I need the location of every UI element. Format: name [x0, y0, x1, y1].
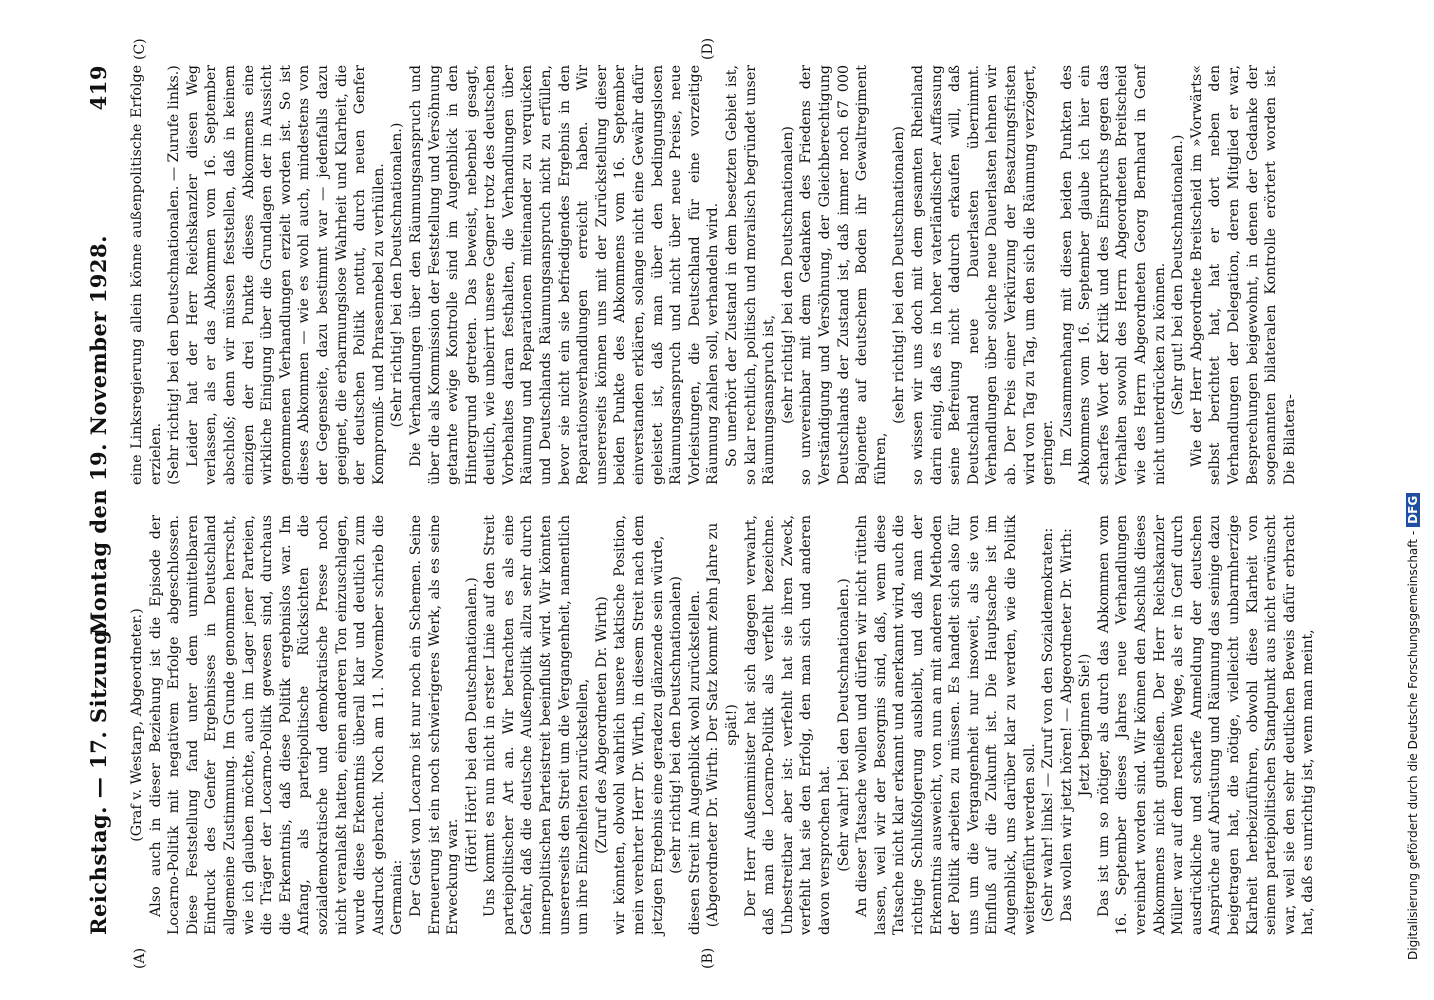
paragraph: Die Verhandlungen über den Räumungsanspruch und über die als Kommission der Feststellung und Versöhnung getarnte ewige Kontrolle sind im Augenblick in den Hintergrund getreten. Das beweist, nebenbei gesagt, deutlich, wie unbeirrt unsere Gegner trotz des deutschen Vorbehaltes daran festhalten, die Verhandlungen über Räumung und Reparationen miteinander zu verquicken und Deutschlands Räumungsanspruch nicht zu erfüllen, bevor sie nicht ein sie befriedigendes Ergebnis in den Reparationsverhandlungen erreicht haben. Wir unsererseits können uns mit der Zurückstellung dieser beiden Punkte des Abkommens vom 16. September einverstanden erklären, solange nicht eine Gewähr dafür geleistet ist, daß man über den bedingungslosen Räumungsanspruch und nicht über neue Preise, neue Vorleistungen, die Deutschland für eine vorzeitige Räumung zahlen soll, verhandeln wird. — [407, 65, 722, 485]
paragraph: An dieser Tatsache wollen und dürfen wir nicht rütteln lassen, weil wir der Besorgnis sind, daß, wenn diese Tatsache nicht klar erkannt und anerkannt wird, auch die richtige Schlußfolgerung ausbleibt, und daß man der Erkenntnis ausweicht, von nun an mit anderen Methoden der Politik arbeiten zu müssen. Es handelt sich also für uns um die Vergangenheit nur insoweit, als sie von Einfluß auf die Zukunft ist. Die Hauptsache ist im Augenblick, uns darüber klar zu werden, wie die Politik weitergeführt werden soll. — [854, 515, 1038, 935]
text-column-right — [128, 65, 1299, 485]
header-session: Reichstag. — 17. Sitzung. — [86, 621, 111, 935]
interjection: (Sehr wahr! links! — Zuruf von den Sozialdemokraten: Das wollen wir jetzt hören! — Abgeordneter Dr. Wirth: Jetzt beginnen Sie!) — [1040, 527, 1094, 923]
margin-marker-c: (C) — [132, 38, 148, 60]
paragraph: So unerhört der Zustand in dem besetzten Gebiet ist, so klar rechtlich, politisch und moralisch begründet unser Räumungsanspruch ist, — [724, 65, 778, 485]
interjection: (Sehr richtig! bei den Deutschnationalen.) — [389, 122, 406, 428]
interjection: (Graf v. Westarp, Abgeordneter.) — [129, 608, 145, 842]
rotated-page — [80, 37, 1380, 969]
funding-text: Digitalisierung gefördert durch die Deutsche Forschungsgemeinschaft - — [1406, 530, 1420, 960]
paragraph: Das ist um so nötiger, als durch das Abkommen vom 16. September dieses Jahres neue Verhandlungen vereinbart worden sind. Wir können den Abschluß dieses Abkommens nicht gutheißen. Der Herr Reichskanzler Müller war auf dem rechten Wege, als er in Genf durch ausdrückliche und scharfe Anmeldung der deutschen Ansprüche auf Abrüstung und Räumung das seinige dazu beigetragen hat, die nötige, vielleicht unbarmherzige Klarheit herbeizuführen, obwohl diese Klarheit von seinem parteipolitischen Standpunkt aus nicht erwünscht war, weil sie den sehr deutlichen Beweis dafür erbracht hat, daß es unrichtig ist, wenn man meint, — [1095, 515, 1317, 935]
interjection: (Sehr gut! bei den Deutschnationalen.) — [1170, 134, 1187, 416]
funding-note — [1406, 493, 1420, 960]
paragraph: Also auch in dieser Beziehung ist die Episode der Locarno-Politik mit negativem Erfolge abgeschlossen. Diese Feststellung fand unter dem unmittelbaren Eindruck des Genfer Ergebnisses in Deutschland allgemeine Zustimmung. Im Grunde genommen herrscht, wie ich glauben möchte, auch im Lager jener Parteien, die Träger der Locarno-Politik gewesen sind, durchaus die Erkenntnis, daß diese Politik ergebnislos war. Im Anfang, als parteipolitische Rücksichten die sozialdemokratische und demokratische Presse noch nicht veranlaßt hatten, einen anderen Ton einzuschlagen, wurde diese Erkenntnis überall klar und deutlich zum Ausdruck gebracht. Noch am 11. November schrieb die Germania: — [147, 515, 406, 935]
paragraph: Im Zusammenhang mit diesen beiden Punkten des Abkommens vom 16. September glaube ich hier ein scharfes Wort der Kritik und des Einspruchs gegen das Verhalten sowohl des Herrn Abgeordneten Breitscheid wie des Herrn Abgeordneten Georg Bernhard in Genf nicht unterdrücken zu können. — [1058, 65, 1168, 485]
interjection: (Zuruf des Abgeordneten Dr. Wirth) — [593, 596, 610, 854]
paragraph: diesen Streit im Augenblick wohl zurückstellen. — [686, 590, 703, 935]
interjection: (Abgeordneter Dr. Wirth: Der Satz kommt zehn Jahre zu spät!) — [705, 522, 740, 928]
margin-marker-b: (B) — [700, 947, 716, 969]
interjection: (sehr richtig! bei den Deutschnationalen) — [779, 126, 796, 424]
interjection: (Sehr wahr! bei den Deutschnationalen.) — [835, 578, 852, 872]
interjection: (Hört! Hört! bei den Deutschnationalen.) — [463, 577, 480, 873]
paragraph: so unvereinbar mit dem Gedanken des Friedens der Verständigung und Versöhnung, der Gleichberechtigung Deutschlands der Zustand ist, daß immer noch 67 000 Bajonette auf deutschem Boden ihr Gewaltregiment führen, — [798, 65, 889, 485]
paragraph: Der Herr Außenminister hat sich dagegen verwahrt, daß man die Locarno-Politik als verfehlt bezeichne. Unbestreitbar aber ist: verfehlt hat sie ihren Zweck, verfehlt hat sie den Erfolg, den man sich und anderen davon versprochen hat. — [742, 515, 833, 935]
page-header — [80, 65, 120, 935]
paragraph: Leider hat der Herr Reichskanzler diesen Weg verlassen, als er das Abkommen vom 16. September abschloß; denn wir müssen feststellen, daß in keinem einzigen der drei Punkte dieses Abkommens eine wirkliche Einigung über die Grundlagen der in Aussicht genommenen Verhandlungen erzielt worden ist. So ist dieses Abkommen — wie es wohl auch, mindestens von der Gegenseite, dazu bestimmt war — jedenfalls dazu geeignet, die erbarmungslose Wahrheit und Klarheit, die der deutschen Politik nottut, durch neuen Genfer Kompromiß- und Phrasennebel zu verhüllen. — [184, 65, 387, 485]
page-number: 419 — [86, 65, 111, 111]
interjection: (sehr richtig! bei den Deutschnationalen) — [891, 126, 908, 424]
interjection: (sehr richtig! bei den Deutschnationalen) — [668, 576, 685, 874]
margin-marker-a: (A) — [132, 947, 148, 969]
paragraph: so wissen wir uns doch mit dem gesamten Rheinland darin einig, daß es in hoher vaterländischer Auffassung seine Befreiung nicht dadurch erkaufen will, daß Deutschland neue Dauerlasten übernimmt. Verhandlungen über solche neue Dauerlasten lehnen wir ab. Der Preis einer Verkürzung der Besatzungsfristen wird von Tag zu Tag, um den sich die Räumung verzögert, geringer. — [909, 65, 1057, 485]
text-column-left — [128, 515, 1318, 935]
header-date: Montag den 19. November 1928. — [86, 235, 111, 635]
paragraph: wir könnten, obwohl wahrlich unsere taktische Position, mein verehrter Herr Dr. Wirth, in diesem Streit nach dem jetzigen Ergebnis eine geradezu glänzende sein würde, — [612, 515, 666, 935]
margin-marker-d: (D) — [700, 37, 716, 60]
paragraph: Uns kommt es nun nicht in erster Linie auf den Streit parteipolitischer Art an. Wir betrachten es als eine Gefahr, daß die deutsche Außenpolitik allzu sehr durch innerpolitischen Parteistreit beeinflußt wird. Wir könnten unsererseits den Streit um die Vergangenheit, namentlich um ihre Einzelheiten zurückstellen, — [482, 515, 592, 935]
dfg-logo: DFG — [1406, 493, 1420, 527]
paragraph: Der Geist von Locarno ist nur noch ein Schemen. Seine Erneuerung ist ein noch schwierigeres Werk, als es seine Erweckung war. — [407, 515, 462, 935]
paragraph: Wie der Herr Abgeordnete Breitscheid im »Vorwärts« selbst berichtet hat, hat er dort neben den Verhandlungen der Delegation, deren Mitglied er war, Besprechungen beigewohnt, in denen der Gedanke der sogenannten bilateralen Kontrolle erörtert worden ist. Die Bilatera- — [1188, 65, 1298, 485]
paragraph: eine Linksregierung allein könne außenpolitische Erfolge erzielen. — [129, 65, 164, 485]
interjection: (Sehr richtig! bei den Deutschnationalen. — Zurufe links.) — [166, 65, 183, 485]
